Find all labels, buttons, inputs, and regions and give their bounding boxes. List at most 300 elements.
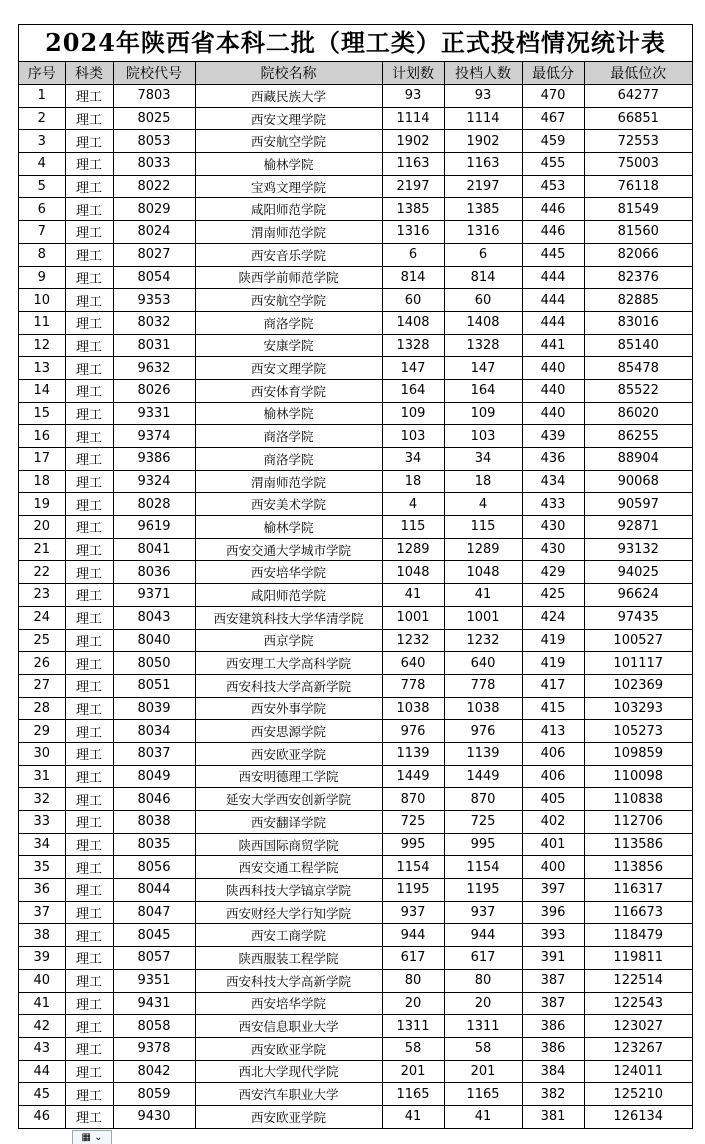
table-cell[interactable]: 41 [19,992,65,1015]
table-cell[interactable]: 1001 [444,606,522,629]
table-cell[interactable]: 9 [19,266,65,289]
table-cell[interactable]: 理工 [65,243,113,266]
table-cell[interactable]: 85522 [584,379,692,402]
table-cell[interactable]: 8027 [113,243,195,266]
table-cell[interactable]: 1048 [382,561,444,584]
table-cell[interactable]: 8036 [113,561,195,584]
table-cell[interactable]: 1001 [382,606,444,629]
table-cell[interactable]: 3 [19,130,65,153]
table-cell[interactable]: 9632 [113,357,195,380]
table-cell[interactable]: 86255 [584,425,692,448]
table-cell[interactable]: 406 [522,742,584,765]
table-cell[interactable]: 理工 [65,879,113,902]
table-cell[interactable]: 1154 [382,856,444,879]
table-cell[interactable]: 8050 [113,652,195,675]
table-cell[interactable]: 90068 [584,470,692,493]
table-cell[interactable]: 8044 [113,879,195,902]
table-cell[interactable]: 20 [19,516,65,539]
table-cell[interactable]: 45 [19,1083,65,1106]
school-name-cell[interactable]: 西安工商学院 [195,924,382,947]
table-cell[interactable]: 937 [382,901,444,924]
school-name-cell[interactable]: 西安欧亚学院 [195,1105,382,1128]
school-name-cell[interactable]: 陕西国际商贸学院 [195,833,382,856]
table-cell[interactable]: 26 [19,652,65,675]
table-cell[interactable]: 58 [382,1037,444,1060]
table-cell[interactable]: 118479 [584,924,692,947]
table-cell[interactable]: 4 [382,493,444,516]
table-cell[interactable]: 15 [19,402,65,425]
table-cell[interactable]: 93132 [584,538,692,561]
table-cell[interactable]: 1232 [444,629,522,652]
table-cell[interactable]: 理工 [65,311,113,334]
table-cell[interactable]: 122514 [584,969,692,992]
table-cell[interactable]: 8038 [113,811,195,834]
school-name-cell[interactable]: 西安科技大学高新学院 [195,674,382,697]
table-cell[interactable]: 理工 [65,107,113,130]
table-cell[interactable]: 1316 [382,221,444,244]
table-cell[interactable]: 81549 [584,198,692,221]
table-cell[interactable]: 理工 [65,1015,113,1038]
table-cell[interactable]: 72553 [584,130,692,153]
table-cell[interactable]: 7 [19,221,65,244]
table-cell[interactable]: 22 [19,561,65,584]
table-cell[interactable]: 理工 [65,788,113,811]
table-cell[interactable]: 理工 [65,629,113,652]
table-cell[interactable]: 8035 [113,833,195,856]
table-cell[interactable]: 80 [382,969,444,992]
table-cell[interactable]: 1139 [444,742,522,765]
school-name-cell[interactable]: 西安科技大学高新学院 [195,969,382,992]
table-cell[interactable]: 1163 [382,153,444,176]
school-name-cell[interactable]: 宝鸡文理学院 [195,175,382,198]
table-cell[interactable]: 1449 [382,765,444,788]
paste-options-icon[interactable]: ▦ ⌄ [72,1130,112,1144]
table-cell[interactable]: 理工 [65,379,113,402]
table-cell[interactable]: 413 [522,720,584,743]
table-cell[interactable]: 34 [444,448,522,471]
table-cell[interactable]: 9371 [113,584,195,607]
table-cell[interactable]: 理工 [65,198,113,221]
table-cell[interactable]: 14 [19,379,65,402]
table-cell[interactable]: 8032 [113,311,195,334]
table-cell[interactable]: 1165 [444,1083,522,1106]
table-cell[interactable]: 944 [382,924,444,947]
table-cell[interactable]: 30 [19,742,65,765]
school-name-cell[interactable]: 西安欧亚学院 [195,742,382,765]
school-name-cell[interactable]: 商洛学院 [195,311,382,334]
table-cell[interactable]: 8026 [113,379,195,402]
table-cell[interactable]: 60 [382,289,444,312]
table-cell[interactable]: 103 [444,425,522,448]
school-name-cell[interactable]: 陕西学前师范学院 [195,266,382,289]
table-cell[interactable]: 440 [522,379,584,402]
school-name-cell[interactable]: 咸阳师范学院 [195,198,382,221]
school-name-cell[interactable]: 西安音乐学院 [195,243,382,266]
table-cell[interactable]: 393 [522,924,584,947]
table-cell[interactable]: 8 [19,243,65,266]
school-name-cell[interactable]: 西安美术学院 [195,493,382,516]
school-name-cell[interactable]: 西安培华学院 [195,992,382,1015]
table-cell[interactable]: 101117 [584,652,692,675]
table-cell[interactable]: 1114 [444,107,522,130]
school-name-cell[interactable]: 安康学院 [195,334,382,357]
table-cell[interactable]: 384 [522,1060,584,1083]
school-name-cell[interactable]: 渭南师范学院 [195,221,382,244]
table-cell[interactable]: 8053 [113,130,195,153]
table-cell[interactable]: 8022 [113,175,195,198]
table-cell[interactable]: 理工 [65,289,113,312]
table-cell[interactable]: 82376 [584,266,692,289]
school-name-cell[interactable]: 延安大学西安创新学院 [195,788,382,811]
table-cell[interactable]: 406 [522,765,584,788]
table-cell[interactable]: 理工 [65,357,113,380]
table-cell[interactable]: 164 [444,379,522,402]
table-cell[interactable]: 1408 [444,311,522,334]
table-cell[interactable]: 理工 [65,1060,113,1083]
table-cell[interactable]: 400 [522,856,584,879]
table-cell[interactable]: 理工 [65,697,113,720]
table-cell[interactable]: 34 [382,448,444,471]
table-cell[interactable]: 38 [19,924,65,947]
school-name-cell[interactable]: 西安理工大学高科学院 [195,652,382,675]
table-cell[interactable]: 396 [522,901,584,924]
table-cell[interactable]: 理工 [65,1037,113,1060]
table-cell[interactable]: 6 [444,243,522,266]
table-cell[interactable]: 8034 [113,720,195,743]
table-cell[interactable]: 23 [19,584,65,607]
table-cell[interactable]: 理工 [65,811,113,834]
table-cell[interactable]: 9431 [113,992,195,1015]
table-cell[interactable]: 42 [19,1015,65,1038]
table-cell[interactable]: 40 [19,969,65,992]
school-name-cell[interactable]: 西安财经大学行知学院 [195,901,382,924]
table-cell[interactable]: 9353 [113,289,195,312]
school-name-cell[interactable]: 西安思源学院 [195,720,382,743]
table-cell[interactable]: 725 [382,811,444,834]
table-cell[interactable]: 6 [19,198,65,221]
table-cell[interactable]: 41 [382,584,444,607]
table-cell[interactable]: 725 [444,811,522,834]
table-cell[interactable]: 1139 [382,742,444,765]
table-cell[interactable]: 理工 [65,538,113,561]
table-cell[interactable]: 8024 [113,221,195,244]
table-cell[interactable]: 1311 [444,1015,522,1038]
school-name-cell[interactable]: 榆林学院 [195,153,382,176]
header-cell[interactable]: 计划数 [382,62,444,85]
table-cell[interactable]: 109859 [584,742,692,765]
table-cell[interactable]: 80 [444,969,522,992]
table-cell[interactable]: 9374 [113,425,195,448]
table-cell[interactable]: 32 [19,788,65,811]
table-cell[interactable]: 470 [522,85,584,108]
table-cell[interactable]: 18 [444,470,522,493]
table-cell[interactable]: 944 [444,924,522,947]
table-cell[interactable]: 8031 [113,334,195,357]
table-cell[interactable]: 31 [19,765,65,788]
table-cell[interactable]: 60 [444,289,522,312]
table-cell[interactable]: 85478 [584,357,692,380]
table-cell[interactable]: 75003 [584,153,692,176]
table-cell[interactable]: 124011 [584,1060,692,1083]
table-cell[interactable]: 125210 [584,1083,692,1106]
table-cell[interactable]: 8046 [113,788,195,811]
table-cell[interactable]: 995 [382,833,444,856]
table-cell[interactable]: 387 [522,992,584,1015]
table-cell[interactable]: 113586 [584,833,692,856]
table-cell[interactable]: 100527 [584,629,692,652]
table-cell[interactable]: 119811 [584,947,692,970]
table-cell[interactable]: 1048 [444,561,522,584]
table-cell[interactable]: 理工 [65,674,113,697]
table-cell[interactable]: 112706 [584,811,692,834]
header-cell[interactable]: 科类 [65,62,113,85]
table-cell[interactable]: 415 [522,697,584,720]
table-cell[interactable]: 理工 [65,969,113,992]
table-cell[interactable]: 425 [522,584,584,607]
school-name-cell[interactable]: 西安欧亚学院 [195,1037,382,1060]
header-cell[interactable]: 最低位次 [584,62,692,85]
table-cell[interactable]: 7803 [113,85,195,108]
table-cell[interactable]: 理工 [65,334,113,357]
table-cell[interactable]: 83016 [584,311,692,334]
table-cell[interactable]: 85140 [584,334,692,357]
table-cell[interactable]: 81560 [584,221,692,244]
table-cell[interactable]: 386 [522,1015,584,1038]
table-cell[interactable]: 1328 [444,334,522,357]
table-cell[interactable]: 419 [522,629,584,652]
table-cell[interactable]: 理工 [65,1105,113,1128]
table-cell[interactable]: 理工 [65,1083,113,1106]
table-cell[interactable]: 36 [19,879,65,902]
table-cell[interactable]: 理工 [65,448,113,471]
school-name-cell[interactable]: 商洛学院 [195,425,382,448]
table-cell[interactable]: 92871 [584,516,692,539]
table-cell[interactable]: 870 [382,788,444,811]
table-cell[interactable]: 8051 [113,674,195,697]
school-name-cell[interactable]: 陕西服装工程学院 [195,947,382,970]
table-cell[interactable]: 1385 [444,198,522,221]
table-cell[interactable]: 147 [382,357,444,380]
table-cell[interactable]: 453 [522,175,584,198]
table-cell[interactable]: 201 [444,1060,522,1083]
table-cell[interactable]: 19 [19,493,65,516]
table-cell[interactable]: 理工 [65,720,113,743]
table-cell[interactable]: 理工 [65,742,113,765]
table-cell[interactable]: 93 [382,85,444,108]
table-cell[interactable]: 105273 [584,720,692,743]
table-cell[interactable]: 41 [382,1105,444,1128]
table-cell[interactable]: 1902 [382,130,444,153]
table-cell[interactable]: 434 [522,470,584,493]
table-cell[interactable]: 976 [382,720,444,743]
school-name-cell[interactable]: 西安体育学院 [195,379,382,402]
table-cell[interactable]: 115 [444,516,522,539]
table-cell[interactable]: 103293 [584,697,692,720]
table-cell[interactable]: 理工 [65,947,113,970]
table-cell[interactable]: 理工 [65,652,113,675]
table-cell[interactable]: 147 [444,357,522,380]
table-cell[interactable]: 16 [19,425,65,448]
table-cell[interactable]: 33 [19,811,65,834]
table-cell[interactable]: 12 [19,334,65,357]
table-cell[interactable]: 1165 [382,1083,444,1106]
table-cell[interactable]: 8037 [113,742,195,765]
table-cell[interactable]: 419 [522,652,584,675]
table-cell[interactable]: 64277 [584,85,692,108]
table-cell[interactable]: 640 [382,652,444,675]
table-cell[interactable]: 116317 [584,879,692,902]
table-cell[interactable]: 436 [522,448,584,471]
table-cell[interactable]: 25 [19,629,65,652]
table-cell[interactable]: 2 [19,107,65,130]
table-cell[interactable]: 97435 [584,606,692,629]
table-cell[interactable]: 455 [522,153,584,176]
table-cell[interactable]: 401 [522,833,584,856]
school-name-cell[interactable]: 西安外事学院 [195,697,382,720]
school-name-cell[interactable]: 西北大学现代学院 [195,1060,382,1083]
school-name-cell[interactable]: 榆林学院 [195,402,382,425]
table-cell[interactable]: 76118 [584,175,692,198]
table-cell[interactable]: 778 [444,674,522,697]
table-cell[interactable]: 24 [19,606,65,629]
table-cell[interactable]: 459 [522,130,584,153]
table-cell[interactable]: 1 [19,85,65,108]
table-cell[interactable]: 8056 [113,856,195,879]
school-name-cell[interactable]: 西安航空学院 [195,130,382,153]
table-cell[interactable]: 446 [522,198,584,221]
table-cell[interactable]: 理工 [65,924,113,947]
table-cell[interactable]: 理工 [65,856,113,879]
table-cell[interactable]: 理工 [65,992,113,1015]
table-cell[interactable]: 4 [444,493,522,516]
table-cell[interactable]: 41 [444,584,522,607]
table-cell[interactable]: 640 [444,652,522,675]
table-cell[interactable]: 理工 [65,85,113,108]
table-cell[interactable]: 444 [522,266,584,289]
table-cell[interactable]: 2197 [382,175,444,198]
table-cell[interactable]: 116673 [584,901,692,924]
table-cell[interactable]: 理工 [65,153,113,176]
school-name-cell[interactable]: 西安培华学院 [195,561,382,584]
table-cell[interactable]: 8054 [113,266,195,289]
table-cell[interactable]: 20 [444,992,522,1015]
table-cell[interactable]: 424 [522,606,584,629]
table-cell[interactable]: 387 [522,969,584,992]
table-cell[interactable]: 386 [522,1037,584,1060]
table-cell[interactable]: 9386 [113,448,195,471]
table-cell[interactable]: 126134 [584,1105,692,1128]
table-cell[interactable]: 8042 [113,1060,195,1083]
table-cell[interactable]: 467 [522,107,584,130]
table-cell[interactable]: 8039 [113,697,195,720]
table-cell[interactable]: 39 [19,947,65,970]
table-cell[interactable]: 164 [382,379,444,402]
table-cell[interactable]: 8047 [113,901,195,924]
table-cell[interactable]: 9324 [113,470,195,493]
table-cell[interactable]: 90597 [584,493,692,516]
table-cell[interactable]: 18 [19,470,65,493]
table-cell[interactable]: 1038 [444,697,522,720]
table-cell[interactable]: 94025 [584,561,692,584]
table-cell[interactable]: 441 [522,334,584,357]
table-cell[interactable]: 46 [19,1105,65,1128]
table-cell[interactable]: 6 [382,243,444,266]
table-cell[interactable]: 93 [444,85,522,108]
table-cell[interactable]: 113856 [584,856,692,879]
school-name-cell[interactable]: 西安明德理工学院 [195,765,382,788]
table-cell[interactable]: 21 [19,538,65,561]
table-cell[interactable]: 9619 [113,516,195,539]
table-cell[interactable]: 814 [382,266,444,289]
table-cell[interactable]: 理工 [65,901,113,924]
header-cell[interactable]: 投档人数 [444,62,522,85]
table-cell[interactable]: 123267 [584,1037,692,1060]
table-cell[interactable]: 86020 [584,402,692,425]
table-cell[interactable]: 理工 [65,221,113,244]
table-cell[interactable]: 123027 [584,1015,692,1038]
table-cell[interactable]: 430 [522,516,584,539]
table-cell[interactable]: 理工 [65,493,113,516]
table-cell[interactable]: 1232 [382,629,444,652]
school-name-cell[interactable]: 商洛学院 [195,448,382,471]
table-cell[interactable]: 617 [382,947,444,970]
table-cell[interactable]: 10 [19,289,65,312]
table-cell[interactable]: 27 [19,674,65,697]
table-cell[interactable]: 9378 [113,1037,195,1060]
table-cell[interactable]: 444 [522,311,584,334]
table-cell[interactable]: 397 [522,879,584,902]
school-name-cell[interactable]: 西安航空学院 [195,289,382,312]
table-cell[interactable]: 1289 [382,538,444,561]
table-cell[interactable]: 8045 [113,924,195,947]
table-cell[interactable]: 58 [444,1037,522,1060]
table-cell[interactable]: 17 [19,448,65,471]
table-cell[interactable]: 理工 [65,130,113,153]
table-cell[interactable]: 617 [444,947,522,970]
table-cell[interactable]: 理工 [65,561,113,584]
school-name-cell[interactable]: 西藏民族大学 [195,85,382,108]
table-cell[interactable]: 405 [522,788,584,811]
table-cell[interactable]: 430 [522,538,584,561]
table-cell[interactable]: 66851 [584,107,692,130]
table-cell[interactable]: 理工 [65,266,113,289]
school-name-cell[interactable]: 西安文理学院 [195,107,382,130]
table-cell[interactable]: 870 [444,788,522,811]
table-cell[interactable]: 82066 [584,243,692,266]
table-cell[interactable]: 5 [19,175,65,198]
table-cell[interactable]: 理工 [65,833,113,856]
table-cell[interactable]: 402 [522,811,584,834]
school-name-cell[interactable]: 咸阳师范学院 [195,584,382,607]
table-cell[interactable]: 1114 [382,107,444,130]
table-cell[interactable]: 18 [382,470,444,493]
table-cell[interactable]: 103 [382,425,444,448]
table-cell[interactable]: 446 [522,221,584,244]
table-cell[interactable]: 8059 [113,1083,195,1106]
table-cell[interactable]: 440 [522,402,584,425]
table-cell[interactable]: 8049 [113,765,195,788]
table-cell[interactable]: 439 [522,425,584,448]
table-cell[interactable]: 理工 [65,516,113,539]
table-cell[interactable]: 1328 [382,334,444,357]
table-cell[interactable]: 理工 [65,470,113,493]
school-name-cell[interactable]: 西安信息职业大学 [195,1015,382,1038]
table-cell[interactable]: 29 [19,720,65,743]
table-cell[interactable]: 13 [19,357,65,380]
table-cell[interactable]: 8043 [113,606,195,629]
school-name-cell[interactable]: 西京学院 [195,629,382,652]
table-cell[interactable]: 4 [19,153,65,176]
